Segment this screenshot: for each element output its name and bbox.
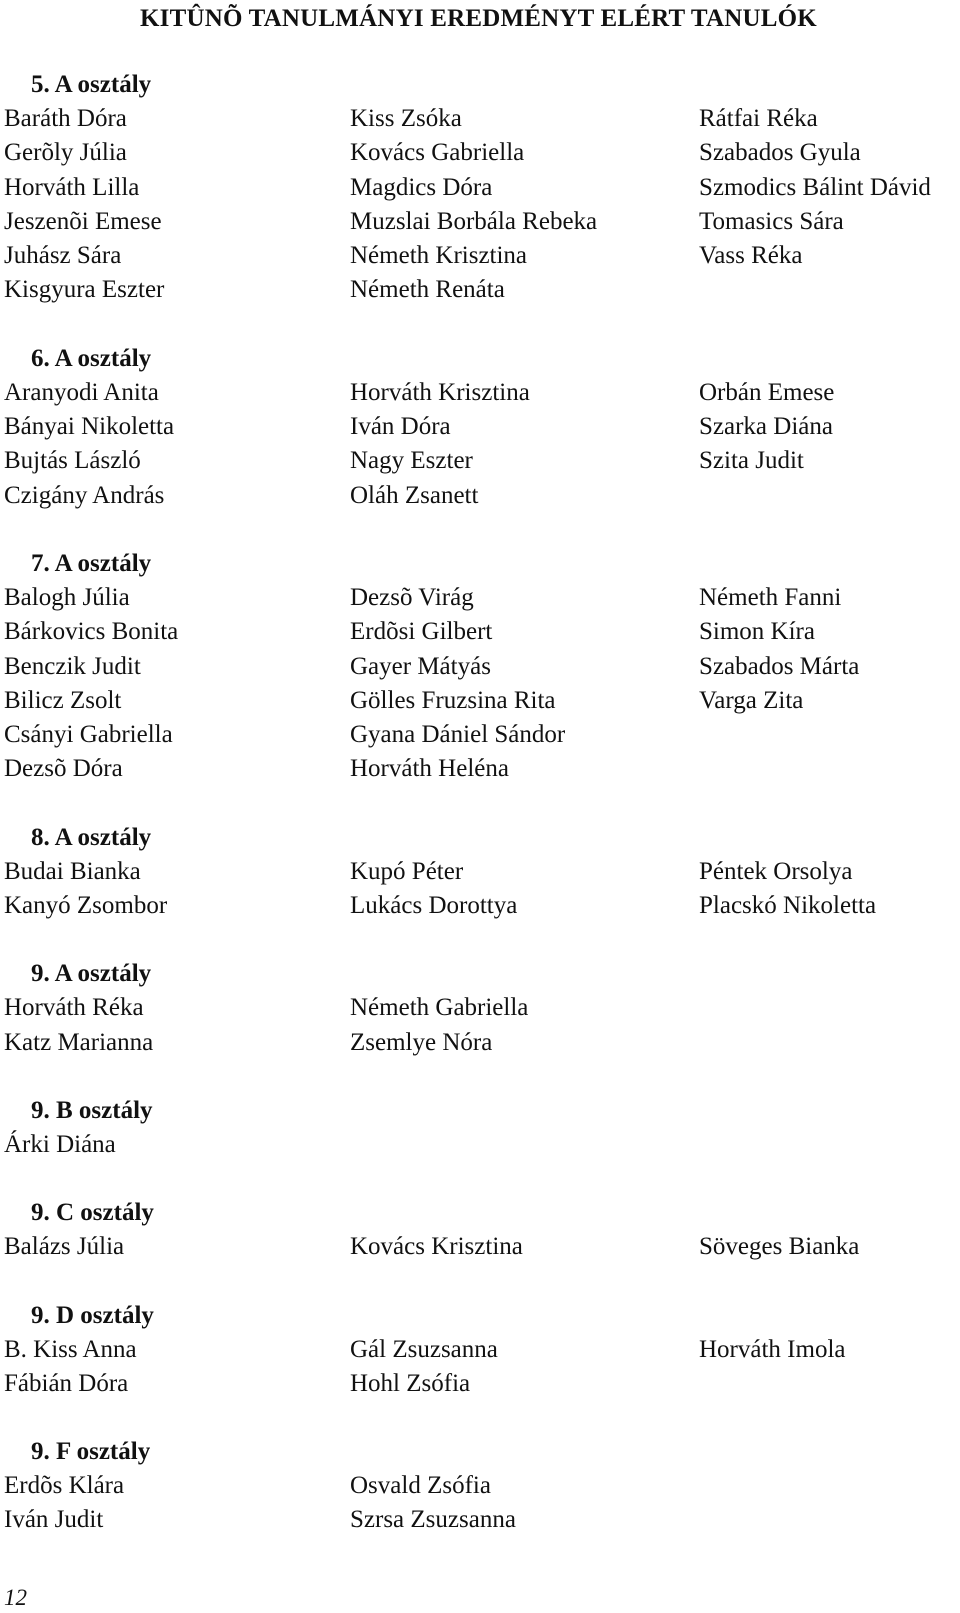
class-heading: 5. A osztály (31, 71, 152, 98)
student-name: Baráth Dóra (4, 105, 127, 132)
student-name: Vass Réka (699, 242, 803, 270)
student-name: Simon Kíra (699, 618, 815, 646)
student-row (0, 479, 960, 513)
student-name: Németh Renáta (350, 276, 505, 304)
student-name: Horváth Krisztina (350, 378, 530, 406)
class-heading: 8. A osztály (31, 823, 152, 851)
class-section (0, 1094, 960, 1162)
student-name: Szmodics Bálint Dávid (699, 173, 931, 201)
student-name: Lukács Dorottya (350, 892, 518, 920)
student-name: Orbán Emese (699, 378, 835, 406)
student-row (0, 1333, 960, 1367)
student-row (0, 1469, 960, 1503)
student-row (0, 410, 960, 444)
student-row (0, 444, 960, 478)
student-name: Rátfai Réka (699, 105, 818, 132)
student-name: Erdõs Klára (4, 1472, 125, 1500)
class-section (0, 1299, 960, 1402)
student-name: Kupó Péter (350, 857, 464, 885)
student-row (0, 136, 960, 170)
class-section (0, 957, 960, 1060)
student-row (0, 1367, 960, 1401)
student-row (0, 650, 960, 684)
student-name: Csányi Gabriella (4, 721, 173, 749)
student-name: Nagy Eszter (350, 447, 473, 475)
student-name: Iván Dóra (350, 413, 451, 441)
student-row (0, 615, 960, 649)
student-name: Németh Fanni (699, 583, 842, 611)
student-row (0, 581, 960, 615)
student-name: Szabados Gyula (699, 139, 861, 167)
student-name: Szabados Márta (699, 652, 860, 680)
student-name: Iván Judit (4, 1506, 104, 1534)
student-name: Tomasics Sára (699, 207, 844, 235)
student-name: Katz Marianna (4, 1028, 154, 1056)
student-name: Árki Diána (4, 1130, 116, 1158)
student-name: Horváth Imola (699, 1335, 846, 1363)
page-title: KITÛNÕ TANULMÁNYI EREDMÉNYT ELÉRT TANULÓK (140, 5, 817, 32)
student-name: Dezsõ Dóra (4, 755, 123, 783)
student-name: Horváth Réka (4, 994, 144, 1022)
student-name: Oláh Zsanett (350, 481, 479, 509)
student-name: Osvald Zsófia (350, 1472, 491, 1500)
student-name: Söveges Bianka (699, 1233, 860, 1261)
student-name: Erdõsi Gilbert (350, 618, 493, 646)
student-row (0, 1026, 960, 1060)
class-heading: 9. C osztály (31, 1199, 154, 1227)
class-sections (0, 68, 960, 1572)
class-heading: 7. A osztály (31, 549, 152, 577)
class-section (0, 821, 960, 924)
student-name: Benczik Judit (4, 652, 141, 680)
class-heading: 9. F osztály (31, 1438, 151, 1466)
student-row (0, 752, 960, 786)
student-row (0, 1230, 960, 1264)
class-section (0, 1196, 960, 1264)
student-name: Placskó Nikoletta (699, 892, 877, 920)
student-name: Szarka Diána (699, 413, 833, 441)
student-name: Fábián Dóra (4, 1369, 129, 1397)
student-name: Kovács Krisztina (350, 1233, 523, 1261)
student-name: Dezsõ Virág (350, 583, 474, 611)
student-name: Aranyodi Anita (4, 378, 159, 406)
student-name: Szita Judit (699, 447, 804, 475)
class-heading: 9. B osztály (31, 1096, 153, 1124)
student-name: Gerõly Júlia (4, 139, 127, 167)
student-name: Budai Bianka (4, 857, 141, 885)
student-row (0, 171, 960, 205)
student-name: B. Kiss Anna (4, 1335, 137, 1363)
student-name: Németh Gabriella (350, 994, 529, 1022)
class-section (0, 68, 960, 308)
student-name: Kanyó Zsombor (4, 892, 168, 920)
class-section (0, 547, 960, 787)
class-section (0, 342, 960, 513)
student-name: Hohl Zsófia (350, 1369, 471, 1397)
student-name: Péntek Orsolya (699, 857, 853, 885)
student-name: Muzslai Borbála Rebeka (350, 207, 598, 235)
student-name: Varga Zita (699, 686, 804, 714)
class-heading: 9. D osztály (31, 1301, 154, 1329)
student-name: Gál Zsuzsanna (350, 1335, 498, 1363)
student-name: Magdics Dóra (350, 173, 493, 201)
student-name: Zsemlye Nóra (350, 1028, 493, 1056)
class-heading: 6. A osztály (31, 344, 152, 372)
student-row (0, 684, 960, 718)
student-name: Kisgyura Eszter (4, 276, 165, 304)
class-heading: 9. A osztály (31, 960, 152, 988)
student-name: Gyana Dániel Sándor (350, 721, 566, 749)
student-row (0, 376, 960, 410)
class-section (0, 1435, 960, 1538)
student-name: Jeszenõi Emese (4, 207, 162, 235)
student-row (0, 273, 960, 307)
student-name: Horváth Lilla (4, 173, 140, 201)
student-name: Horváth Heléna (350, 755, 509, 783)
student-row (0, 889, 960, 923)
student-name: Szrsa Zsuzsanna (350, 1506, 516, 1534)
student-name: Kiss Zsóka (350, 105, 462, 132)
student-name: Balázs Júlia (4, 1233, 125, 1261)
student-name: Bujtás László (4, 447, 141, 475)
page-number: 12 (4, 1585, 27, 1610)
student-row (0, 855, 960, 889)
student-row (0, 718, 960, 752)
student-row (0, 205, 960, 239)
student-row (0, 102, 960, 136)
student-row (0, 1503, 960, 1537)
student-name: Bárkovics Bonita (4, 618, 179, 646)
student-name: Németh Krisztina (350, 242, 528, 270)
student-name: Juhász Sára (4, 242, 122, 270)
student-name: Kovács Gabriella (350, 139, 525, 167)
student-row (0, 1128, 960, 1162)
student-name: Bányai Nikoletta (4, 413, 175, 441)
student-name: Gayer Mátyás (350, 652, 491, 680)
student-name: Czigány András (4, 481, 165, 509)
student-name: Bilicz Zsolt (4, 686, 122, 714)
student-name: Balogh Júlia (4, 583, 130, 611)
student-row (0, 239, 960, 273)
student-name: Gölles Fruzsina Rita (350, 686, 556, 714)
student-row (0, 991, 960, 1025)
